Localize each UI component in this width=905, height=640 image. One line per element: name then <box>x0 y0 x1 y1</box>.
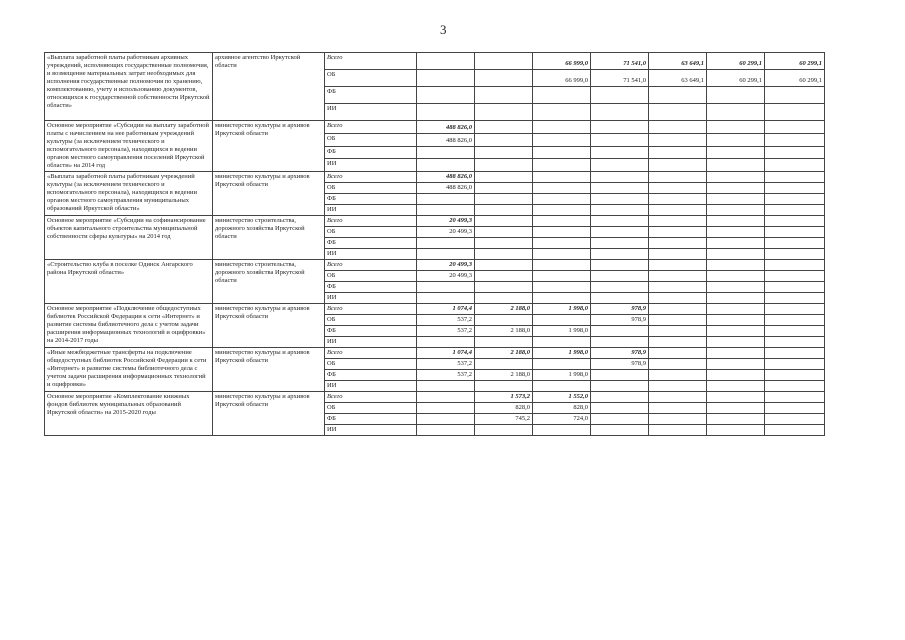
amount-cell <box>649 87 707 104</box>
amount-cell <box>533 249 591 260</box>
amount-cell <box>765 337 825 348</box>
amount-cell <box>417 104 475 121</box>
amount-cell <box>707 381 765 392</box>
amount-cell <box>533 194 591 205</box>
amount-cell <box>765 205 825 216</box>
amount-cell <box>417 414 475 425</box>
amount-cell: 63 649,1 <box>649 70 707 87</box>
amount-cell <box>765 121 825 134</box>
amount-cell <box>475 172 533 183</box>
amount-cell <box>649 133 707 146</box>
executor-cell: министерство строительства, дорожного хозяйства Иркутской области <box>213 216 325 260</box>
amount-cell: 71 541,0 <box>591 53 649 70</box>
amount-cell <box>765 315 825 326</box>
amount-cell <box>707 282 765 293</box>
funding-source-cell: ОБ <box>325 183 417 194</box>
amount-cell: 60 299,1 <box>765 53 825 70</box>
amount-cell <box>475 260 533 271</box>
amount-cell: 71 541,0 <box>591 70 649 87</box>
amount-cell <box>765 133 825 146</box>
amount-cell <box>649 238 707 249</box>
amount-cell <box>475 133 533 146</box>
amount-cell <box>417 194 475 205</box>
amount-cell <box>533 146 591 159</box>
amount-cell <box>591 159 649 172</box>
amount-cell <box>765 403 825 414</box>
funding-source-cell: Всего <box>325 121 417 134</box>
table-row <box>45 53 825 70</box>
event-name-cell: Основное мероприятие «Комплектование книжных фондов библиотек муниципальных образований Иркутской области» на 2015-2020 годы <box>45 392 213 436</box>
amount-cell <box>649 249 707 260</box>
funding-source-cell: ИИ <box>325 159 417 172</box>
funding-source-cell: ОБ <box>325 227 417 238</box>
amount-cell <box>475 282 533 293</box>
amount-cell <box>417 293 475 304</box>
amount-cell <box>591 121 649 134</box>
amount-cell <box>649 146 707 159</box>
funding-source-cell: Всего <box>325 53 417 70</box>
amount-cell <box>765 260 825 271</box>
amount-cell <box>707 271 765 282</box>
amount-cell: 1 998,0 <box>533 370 591 381</box>
amount-cell <box>417 337 475 348</box>
amount-cell <box>591 194 649 205</box>
amount-cell: 20 499,3 <box>417 260 475 271</box>
amount-cell <box>475 104 533 121</box>
funding-source-cell: ФБ <box>325 194 417 205</box>
funding-source-cell: ФБ <box>325 238 417 249</box>
amount-cell <box>417 392 475 403</box>
funding-source-cell: ФБ <box>325 282 417 293</box>
amount-cell <box>533 205 591 216</box>
amount-cell <box>707 159 765 172</box>
amount-cell: 828,0 <box>533 403 591 414</box>
amount-cell <box>591 104 649 121</box>
amount-cell <box>707 121 765 134</box>
amount-cell: 66 999,0 <box>533 53 591 70</box>
amount-cell <box>417 381 475 392</box>
amount-cell <box>591 271 649 282</box>
amount-cell <box>533 293 591 304</box>
amount-cell <box>765 87 825 104</box>
amount-cell <box>475 315 533 326</box>
funding-source-cell: ОБ <box>325 133 417 146</box>
amount-cell: 1 998,0 <box>533 304 591 315</box>
amount-cell <box>533 359 591 370</box>
amount-cell <box>707 370 765 381</box>
amount-cell <box>649 359 707 370</box>
executor-cell: архивное агентство Иркутской области <box>213 53 325 121</box>
event-name-cell: «Выплата заработной платы работникам архивных учреждений, исполняющих государственные полномочия, и возмещение материальных затрат необходимых для исполнения государственные полномочия по хранению, комплектованию, учету и использованию документов, относящихся к государственной собственности Иркутской области» <box>45 53 213 121</box>
amount-cell <box>765 172 825 183</box>
event-name-cell: Основное мероприятие «Подключение общедоступных библиотек Российской Федерации к сети «Интернет» и развитие системы библиотечного дела с учетом задачи расширения информационных технологий и оцифровки» на 2014-2017 годы <box>45 304 213 348</box>
amount-cell <box>475 205 533 216</box>
event-name-cell: «Иные межбюджетные трансферты на подключение общедоступных библиотек Российской Федерации к сети «Интернет» и развитие системы библиотечного дела с учетом задачи расширения информационных технологий и оцифровки» <box>45 348 213 392</box>
amount-cell: 20 499,3 <box>417 227 475 238</box>
amount-cell <box>417 403 475 414</box>
amount-cell <box>707 227 765 238</box>
amount-cell: 2 188,0 <box>475 304 533 315</box>
amount-cell <box>475 337 533 348</box>
amount-cell: 2 188,0 <box>475 326 533 337</box>
amount-cell <box>765 238 825 249</box>
amount-cell <box>417 53 475 70</box>
page-number: 3 <box>440 22 447 37</box>
amount-cell: 488 826,0 <box>417 183 475 194</box>
amount-cell <box>707 359 765 370</box>
amount-cell <box>475 238 533 249</box>
amount-cell <box>649 425 707 436</box>
amount-cell <box>707 326 765 337</box>
amount-cell <box>649 403 707 414</box>
amount-cell <box>707 425 765 436</box>
amount-cell <box>591 425 649 436</box>
amount-cell <box>417 425 475 436</box>
amount-cell: 60 299,1 <box>707 53 765 70</box>
amount-cell: 488 826,0 <box>417 133 475 146</box>
amount-cell: 1 573,2 <box>475 392 533 403</box>
amount-cell <box>649 216 707 227</box>
amount-cell <box>533 183 591 194</box>
amount-cell <box>591 183 649 194</box>
amount-cell <box>649 194 707 205</box>
amount-cell <box>649 304 707 315</box>
funding-source-cell: Всего <box>325 348 417 359</box>
funding-source-cell: ОБ <box>325 403 417 414</box>
table-row <box>45 121 825 134</box>
amount-cell <box>649 326 707 337</box>
amount-cell <box>417 205 475 216</box>
amount-cell <box>475 227 533 238</box>
funding-source-cell: ОБ <box>325 359 417 370</box>
amount-cell <box>475 146 533 159</box>
amount-cell <box>649 183 707 194</box>
amount-cell <box>649 205 707 216</box>
amount-cell <box>475 121 533 134</box>
amount-cell: 1 998,0 <box>533 348 591 359</box>
funding-source-cell: Всего <box>325 260 417 271</box>
funding-source-cell: ИИ <box>325 293 417 304</box>
amount-cell <box>591 238 649 249</box>
amount-cell <box>765 216 825 227</box>
amount-cell <box>707 414 765 425</box>
amount-cell <box>591 133 649 146</box>
amount-cell <box>591 337 649 348</box>
amount-cell <box>475 216 533 227</box>
amount-cell <box>533 381 591 392</box>
funding-source-cell: Всего <box>325 392 417 403</box>
funding-source-cell: ИИ <box>325 104 417 121</box>
table-row <box>45 216 825 227</box>
amount-cell <box>649 337 707 348</box>
amount-cell <box>649 414 707 425</box>
amount-cell <box>591 282 649 293</box>
amount-cell: 488 826,0 <box>417 172 475 183</box>
funding-source-cell: Всего <box>325 172 417 183</box>
amount-cell <box>591 87 649 104</box>
amount-cell: 2 188,0 <box>475 348 533 359</box>
amount-cell: 724,0 <box>533 414 591 425</box>
amount-cell <box>765 282 825 293</box>
amount-cell <box>475 194 533 205</box>
amount-cell <box>765 425 825 436</box>
amount-cell <box>765 249 825 260</box>
amount-cell <box>533 260 591 271</box>
amount-cell <box>475 271 533 282</box>
amount-cell <box>591 370 649 381</box>
table-row <box>45 392 825 403</box>
amount-cell <box>649 392 707 403</box>
amount-cell <box>707 172 765 183</box>
amount-cell <box>591 293 649 304</box>
amount-cell <box>649 271 707 282</box>
amount-cell <box>417 70 475 87</box>
amount-cell <box>591 227 649 238</box>
amount-cell <box>649 121 707 134</box>
amount-cell <box>765 414 825 425</box>
amount-cell <box>475 183 533 194</box>
funding-source-cell: Всего <box>325 216 417 227</box>
amount-cell <box>765 271 825 282</box>
funding-source-cell: ИИ <box>325 425 417 436</box>
funding-source-cell: ИИ <box>325 337 417 348</box>
amount-cell <box>591 392 649 403</box>
amount-cell <box>765 104 825 121</box>
amount-cell <box>707 348 765 359</box>
amount-cell <box>765 159 825 172</box>
amount-cell <box>475 70 533 87</box>
amount-cell <box>533 133 591 146</box>
amount-cell <box>591 414 649 425</box>
funding-source-cell: ИИ <box>325 205 417 216</box>
amount-cell <box>707 249 765 260</box>
amount-cell <box>707 337 765 348</box>
amount-cell <box>591 146 649 159</box>
amount-cell: 1 074,4 <box>417 304 475 315</box>
table-row <box>45 260 825 271</box>
amount-cell <box>533 227 591 238</box>
amount-cell <box>417 159 475 172</box>
event-name-cell: «Выплата заработной платы работникам учреждений культуры (за исключением технического и вспомогательного персонала), находящихся в ведении органов местного самоуправления муниципальных образований Иркутской области» <box>45 172 213 216</box>
amount-cell <box>765 227 825 238</box>
funding-source-cell: ОБ <box>325 271 417 282</box>
amount-cell <box>765 348 825 359</box>
funding-source-cell: ФБ <box>325 370 417 381</box>
amount-cell <box>591 381 649 392</box>
amount-cell <box>707 87 765 104</box>
table-row <box>45 172 825 183</box>
table-row <box>45 304 825 315</box>
amount-cell: 537,2 <box>417 315 475 326</box>
amount-cell <box>649 159 707 172</box>
funding-source-cell: ФБ <box>325 146 417 159</box>
amount-cell <box>649 370 707 381</box>
amount-cell <box>591 205 649 216</box>
amount-cell <box>707 315 765 326</box>
amount-cell <box>533 216 591 227</box>
amount-cell <box>417 282 475 293</box>
amount-cell: 978,9 <box>591 359 649 370</box>
budget-table <box>44 52 825 436</box>
amount-cell: 60 299,1 <box>707 70 765 87</box>
amount-cell <box>475 53 533 70</box>
amount-cell <box>707 216 765 227</box>
amount-cell <box>649 282 707 293</box>
amount-cell <box>533 315 591 326</box>
amount-cell <box>707 260 765 271</box>
amount-cell <box>765 194 825 205</box>
amount-cell <box>533 425 591 436</box>
executor-cell: министерство культуры и архивов Иркутской области <box>213 392 325 436</box>
amount-cell: 1 074,4 <box>417 348 475 359</box>
amount-cell <box>417 249 475 260</box>
amount-cell <box>765 381 825 392</box>
amount-cell <box>649 315 707 326</box>
amount-cell: 978,9 <box>591 304 649 315</box>
amount-cell <box>417 238 475 249</box>
funding-source-cell: ИИ <box>325 381 417 392</box>
funding-source-cell: ФБ <box>325 326 417 337</box>
funding-source-cell: ФБ <box>325 414 417 425</box>
executor-cell: министерство культуры и архивов Иркутской области <box>213 172 325 216</box>
amount-cell <box>765 326 825 337</box>
funding-source-cell: ОБ <box>325 315 417 326</box>
amount-cell <box>533 238 591 249</box>
amount-cell <box>475 249 533 260</box>
amount-cell <box>649 348 707 359</box>
funding-source-cell: ФБ <box>325 87 417 104</box>
amount-cell <box>649 227 707 238</box>
amount-cell: 2 188,0 <box>475 370 533 381</box>
amount-cell: 60 299,1 <box>765 70 825 87</box>
event-name-cell: Основное мероприятие «Субсидии на софинансирование объектов капитального строительства муниципальной собственности сферы культуры» на 2014 год <box>45 216 213 260</box>
amount-cell <box>765 146 825 159</box>
amount-cell <box>475 359 533 370</box>
amount-cell <box>533 87 591 104</box>
executor-cell: министерство культуры и архивов Иркутской области <box>213 304 325 348</box>
funding-source-cell: ИИ <box>325 249 417 260</box>
amount-cell: 66 999,0 <box>533 70 591 87</box>
amount-cell <box>649 381 707 392</box>
amount-cell <box>533 282 591 293</box>
amount-cell <box>533 104 591 121</box>
amount-cell: 1 998,0 <box>533 326 591 337</box>
amount-cell <box>649 293 707 304</box>
amount-cell <box>707 133 765 146</box>
amount-cell: 978,9 <box>591 348 649 359</box>
amount-cell <box>707 183 765 194</box>
amount-cell <box>707 104 765 121</box>
amount-cell: 828,0 <box>475 403 533 414</box>
amount-cell: 1 552,0 <box>533 392 591 403</box>
amount-cell <box>765 183 825 194</box>
amount-cell <box>707 238 765 249</box>
amount-cell <box>591 260 649 271</box>
amount-cell: 488 826,0 <box>417 121 475 134</box>
funding-source-cell: ОБ <box>325 70 417 87</box>
amount-cell <box>475 381 533 392</box>
amount-cell: 537,2 <box>417 326 475 337</box>
amount-cell <box>533 159 591 172</box>
amount-cell <box>417 87 475 104</box>
amount-cell: 745,2 <box>475 414 533 425</box>
amount-cell <box>533 337 591 348</box>
amount-cell <box>533 271 591 282</box>
amount-cell <box>649 104 707 121</box>
executor-cell: министерство строительства, дорожного хозяйства Иркутской области <box>213 260 325 304</box>
amount-cell <box>707 194 765 205</box>
amount-cell <box>533 121 591 134</box>
amount-cell <box>765 304 825 315</box>
amount-cell <box>707 205 765 216</box>
amount-cell <box>591 249 649 260</box>
amount-cell <box>707 392 765 403</box>
amount-cell <box>533 172 591 183</box>
executor-cell: министерство культуры и архивов Иркутской области <box>213 348 325 392</box>
amount-cell <box>707 403 765 414</box>
amount-cell <box>707 304 765 315</box>
amount-cell <box>591 403 649 414</box>
amount-cell: 20 499,3 <box>417 216 475 227</box>
amount-cell: 978,9 <box>591 315 649 326</box>
funding-source-cell: Всего <box>325 304 417 315</box>
amount-cell <box>707 293 765 304</box>
amount-cell <box>765 392 825 403</box>
event-name-cell: Основное мероприятие «Субсидии на выплату заработной платы с начислением на нее работникам учреждений культуры (за исключением технического и вспомогательного персонала), находящихся в ведении органов местного самоуправления поселений Иркутской области» на 2014 год <box>45 121 213 172</box>
amount-cell: 537,2 <box>417 359 475 370</box>
amount-cell <box>591 216 649 227</box>
amount-cell <box>475 293 533 304</box>
amount-cell <box>591 172 649 183</box>
amount-cell: 20 499,3 <box>417 271 475 282</box>
table-row <box>45 348 825 359</box>
amount-cell <box>475 87 533 104</box>
amount-cell <box>417 146 475 159</box>
amount-cell <box>475 159 533 172</box>
amount-cell: 537,2 <box>417 370 475 381</box>
amount-cell <box>649 172 707 183</box>
amount-cell <box>475 425 533 436</box>
amount-cell <box>765 359 825 370</box>
amount-cell <box>765 370 825 381</box>
amount-cell <box>649 260 707 271</box>
amount-cell: 63 649,1 <box>649 53 707 70</box>
event-name-cell: «Строительство клуба в поселке Одинск Ангарского района Иркутской области» <box>45 260 213 304</box>
executor-cell: министерство культуры и архивов Иркутской области <box>213 121 325 172</box>
amount-cell <box>591 326 649 337</box>
amount-cell <box>765 293 825 304</box>
amount-cell <box>707 146 765 159</box>
